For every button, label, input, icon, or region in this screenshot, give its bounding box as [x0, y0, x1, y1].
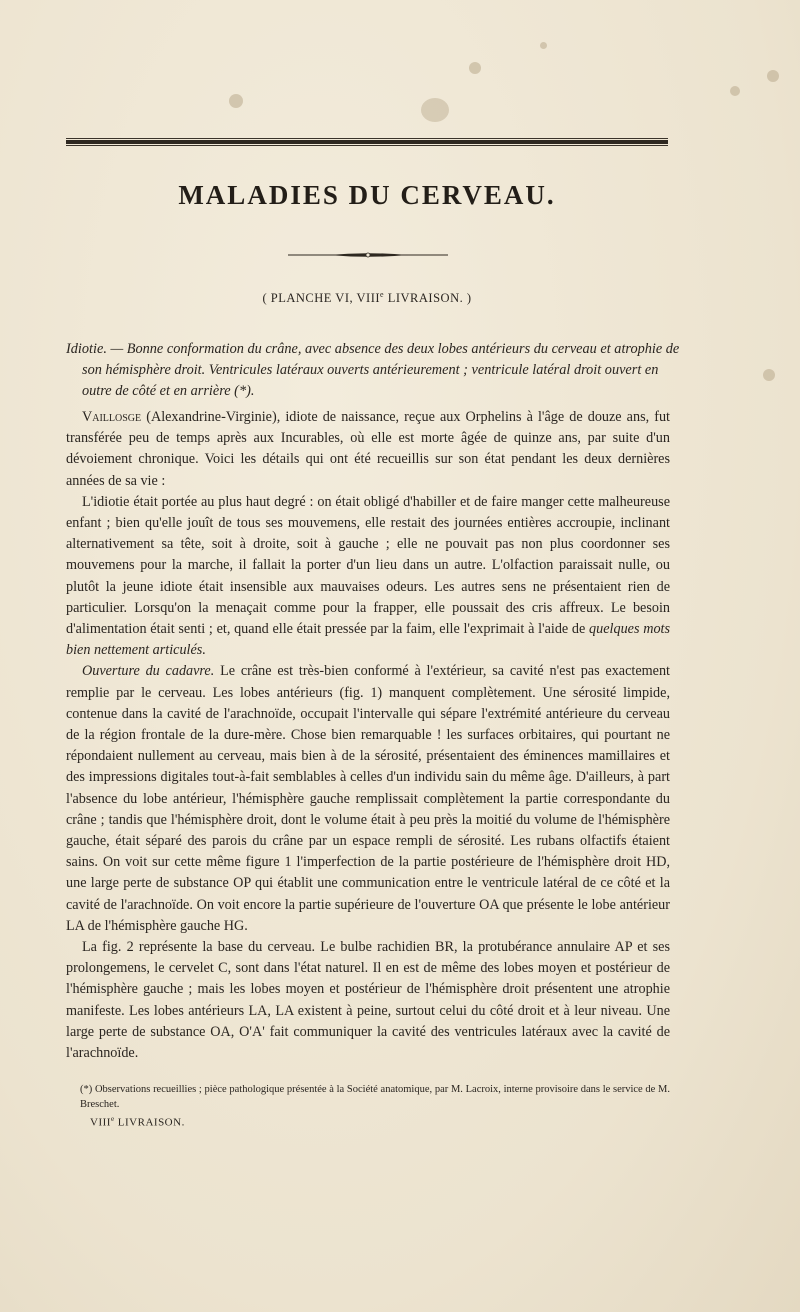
foxing-spot [763, 369, 775, 381]
section-heading: Ouverture du cadavre. [82, 663, 215, 680]
paragraph-text: Le crâne est très-bien conformé à l'extérieur, sa cavité n'est pas exactement remplie par le cerveau. Les lobes antérieurs (fig. 1) manquent complètement. Une sérosité limpide, contenue dans la cavité de l'arachnoïde, occupait l'intervalle qui sépare l'extrémité antérieure du cerveau de la région frontale de la dure-mère. Chose bien remarquable ! les surfaces orbitaires, qui pourtant ne répondaient nullement au cerveau, mais bien à de la sérosité, présentaient des éminences mamillaires et des impressions digitales tout-à-fait semblables à celles d'un individu sain du même âge. D'ailleurs, à part l'absence du lobe antérieur, l'hémisphère gauche remplissait complètement la partie correspondante du crâne ; tandis que l'hémisphère droit, dont le volume était à peu près la moitié du volume de l'hémisphère gauche, était séparé des parois du crâne par un espace rempli de sérosité. Les rubans olfactifs étaient sains. On voit sur cette même figure 1 l'imperfection de la partie postérieure de l'hémisphère droit HD, une large perte de substance OP qui établit une communication entre le ventricule latéral de ce côté et la cavité de l'arachnoïde. On voit encore la partie supérieure de l'ouverture OA que présente le lobe antérieur LA de l'hémisphère gauche HG. [66, 663, 671, 934]
paragraph [66, 937, 670, 1064]
case-body [66, 407, 670, 1064]
issue-number [90, 1115, 185, 1129]
case-summary: Idiotie. — Bonne conformation du crâne, avec absence des deux lobes antérieurs du cerveau et atrophie de son hémisphère droit. Ventricules latéraux ouverts antérieurement ; ventricule latéral droit ouvert en outre de côté et en arrière (*). [66, 341, 680, 399]
plate-text: PLANCHE VI, VIII [270, 291, 381, 306]
plate-paren-close: ) [463, 291, 472, 306]
plate-paren-open: ( [262, 291, 271, 306]
foxing-spot [767, 70, 779, 82]
paragraph [66, 661, 670, 937]
plate-text-2: LIVRAISON. [384, 291, 464, 306]
issue-text-2: LIVRAISON. [114, 1116, 185, 1129]
paragraph-text: La fig. 2 représente la base du cerveau. Le bulbe rachidien BR, la protubérance annulaire AP et ses prolongemens, le cervelet C, sont dans l'état naturel. Il en est de même des lobes moyen et postérieur de l'hémisphère gauche ; mais les lobes moyen et postérieur de l'hémisphère droit présentent une atrophie manifeste. Les lobes antérieurs LA, LA existent à peine, surtout celui du côté droit et à leur niveau. Une large perte de substance OA, O'A' fait communiquer la cavité des ventricules latéraux avec la cavité de l'arachnoïde. [66, 939, 670, 1062]
foxing-spot [421, 98, 449, 122]
paragraph-text: L'idiotie était portée au plus haut degré : on était obligé d'habiller et de faire manger cette malheureuse enfant ; bien qu'elle jouît de tous ses mouvemens, elle restait des journées entières accroupie, inclinant alternativement sa tête, soit à droite, soit à gauche ; elle ne pouvait pas non plus coordonner ses mouvemens pour la marche, il fallait la porter d'un lieu dans un autre. L'olfaction paraissait nulle, ou plutôt la jeune idiote était insensible aux mauvaises odeurs. Les autres sens ne présentaient rien de particulier. Lorsqu'on la menaçait comme pour la frapper, elle poussait des cris affreux. Le besoin d'alimentation était senti ; et, quand elle était pressée par la faim, elle l'exprimait à l'aide de [66, 493, 670, 638]
ornament-divider-icon [288, 251, 448, 259]
foxing-spot [469, 62, 481, 74]
plate-reference [66, 290, 668, 306]
plate-sup: e [380, 290, 385, 299]
patient-name: Vaillosge [82, 409, 142, 425]
top-double-rule [66, 138, 668, 146]
paragraph [66, 492, 670, 662]
foxing-spot [540, 42, 547, 49]
issue-sup: e [110, 1115, 115, 1123]
page-title: MALADIES DU CERVEAU. [178, 180, 556, 210]
paragraph-text: (Alexandrine-Virginie), idiote de naissance, reçue aux Orphelins à l'âge de douze ans, fut transférée peu de temps après aux Incurables, où elle est morte âgée de quinze ans, par suite d'un dévoiement chronique. Voici les détails qui ont été recueillis sur son état pendant les deux dernières années de sa vie : [66, 409, 670, 489]
paragraph-italic: quelques mots bien nettement articulés. [66, 621, 670, 659]
footnote: (*) Observations recueillies ; pièce pathologique présentée à la Société anatomique, par M. Lacroix, interne provisoire dans le service de M. Breschet. [80, 1084, 670, 1110]
issue-text: VIII [90, 1116, 111, 1129]
foxing-spot [730, 86, 740, 96]
paragraph [66, 407, 670, 492]
foxing-spot [229, 94, 243, 108]
